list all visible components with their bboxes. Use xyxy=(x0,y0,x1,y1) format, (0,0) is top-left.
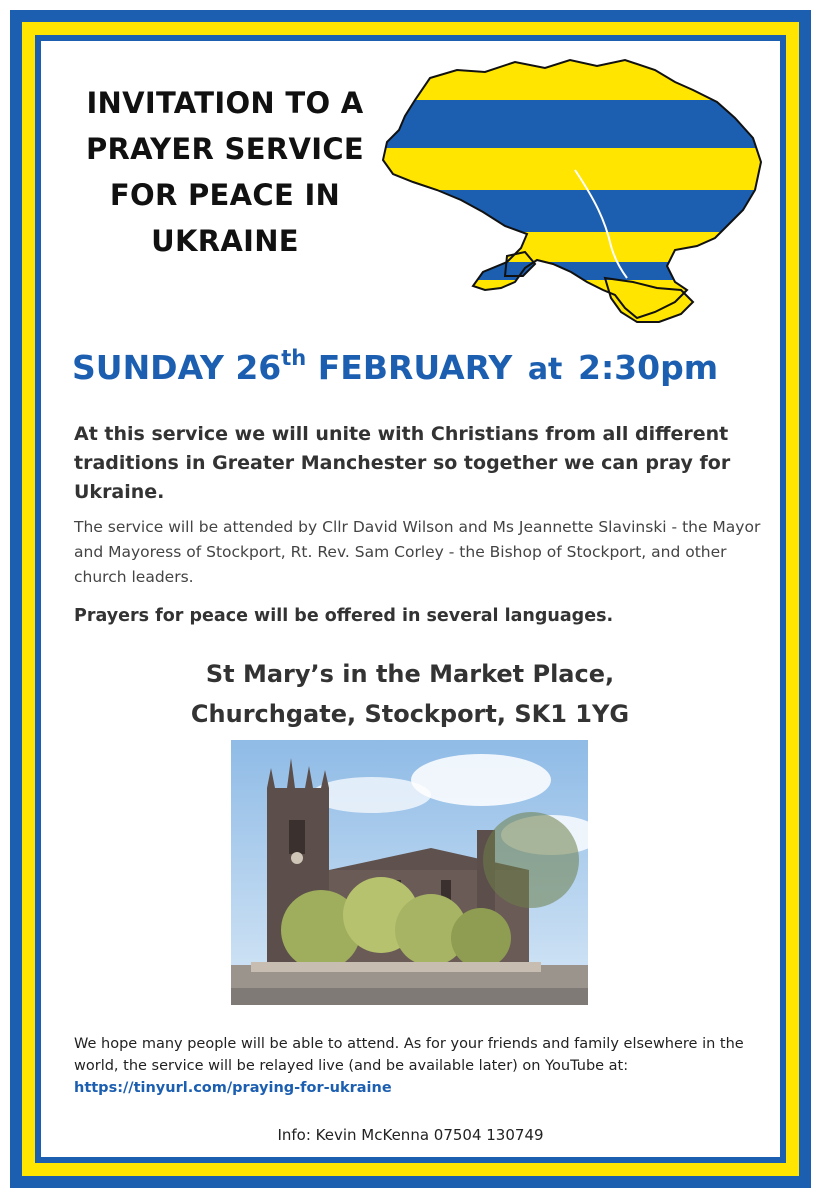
contact-info: Info: Kevin McKenna 07504 130749 xyxy=(277,1126,544,1144)
title-line: INVITATION TO A xyxy=(86,86,364,120)
church-photo-icon xyxy=(231,740,588,1005)
livestream-text: We hope many people will be able to attend. As for your friends and family elsewhere in the world, the service will be relayed live (and be available later) on YouTube at: xyxy=(74,1036,744,1074)
ukraine-map-icon xyxy=(375,50,770,325)
flyer-title xyxy=(60,80,390,264)
date-month: FEBRUARY xyxy=(306,348,513,387)
venue-line: St Mary’s in the Market Place, xyxy=(205,660,615,688)
venue-address xyxy=(60,654,760,734)
youtube-link[interactable]: https://tinyurl.com/praying-for-ukraine xyxy=(74,1080,392,1096)
attendance-paragraph: The service will be attended by Cllr David Wilson and Ms Jeannette Slavinski - the Mayor and Mayoress of Stockport, Rt. Rev. Sam Corley - the Bishop of Stockport, and other church leaders. xyxy=(74,518,761,586)
languages-paragraph: Prayers for peace will be offered in several languages. xyxy=(74,606,614,626)
lead-paragraph: At this service we will unite with Christians from all different traditions in Greater Manchester so together we can pray for Ukraine. xyxy=(74,423,731,503)
service-time: 2:30pm xyxy=(577,348,719,387)
date-day: SUNDAY 26 xyxy=(72,348,282,387)
date-suffix: th xyxy=(281,346,307,370)
title-line: UKRAINE xyxy=(151,224,299,258)
title-line: FOR PEACE IN xyxy=(109,178,341,212)
service-date-time xyxy=(72,346,752,387)
date-at: at xyxy=(527,352,563,387)
livestream-paragraph xyxy=(74,1033,764,1099)
venue-line: Churchgate, Stockport, SK1 1YG xyxy=(190,700,630,728)
title-line: PRAYER SERVICE xyxy=(85,132,365,166)
